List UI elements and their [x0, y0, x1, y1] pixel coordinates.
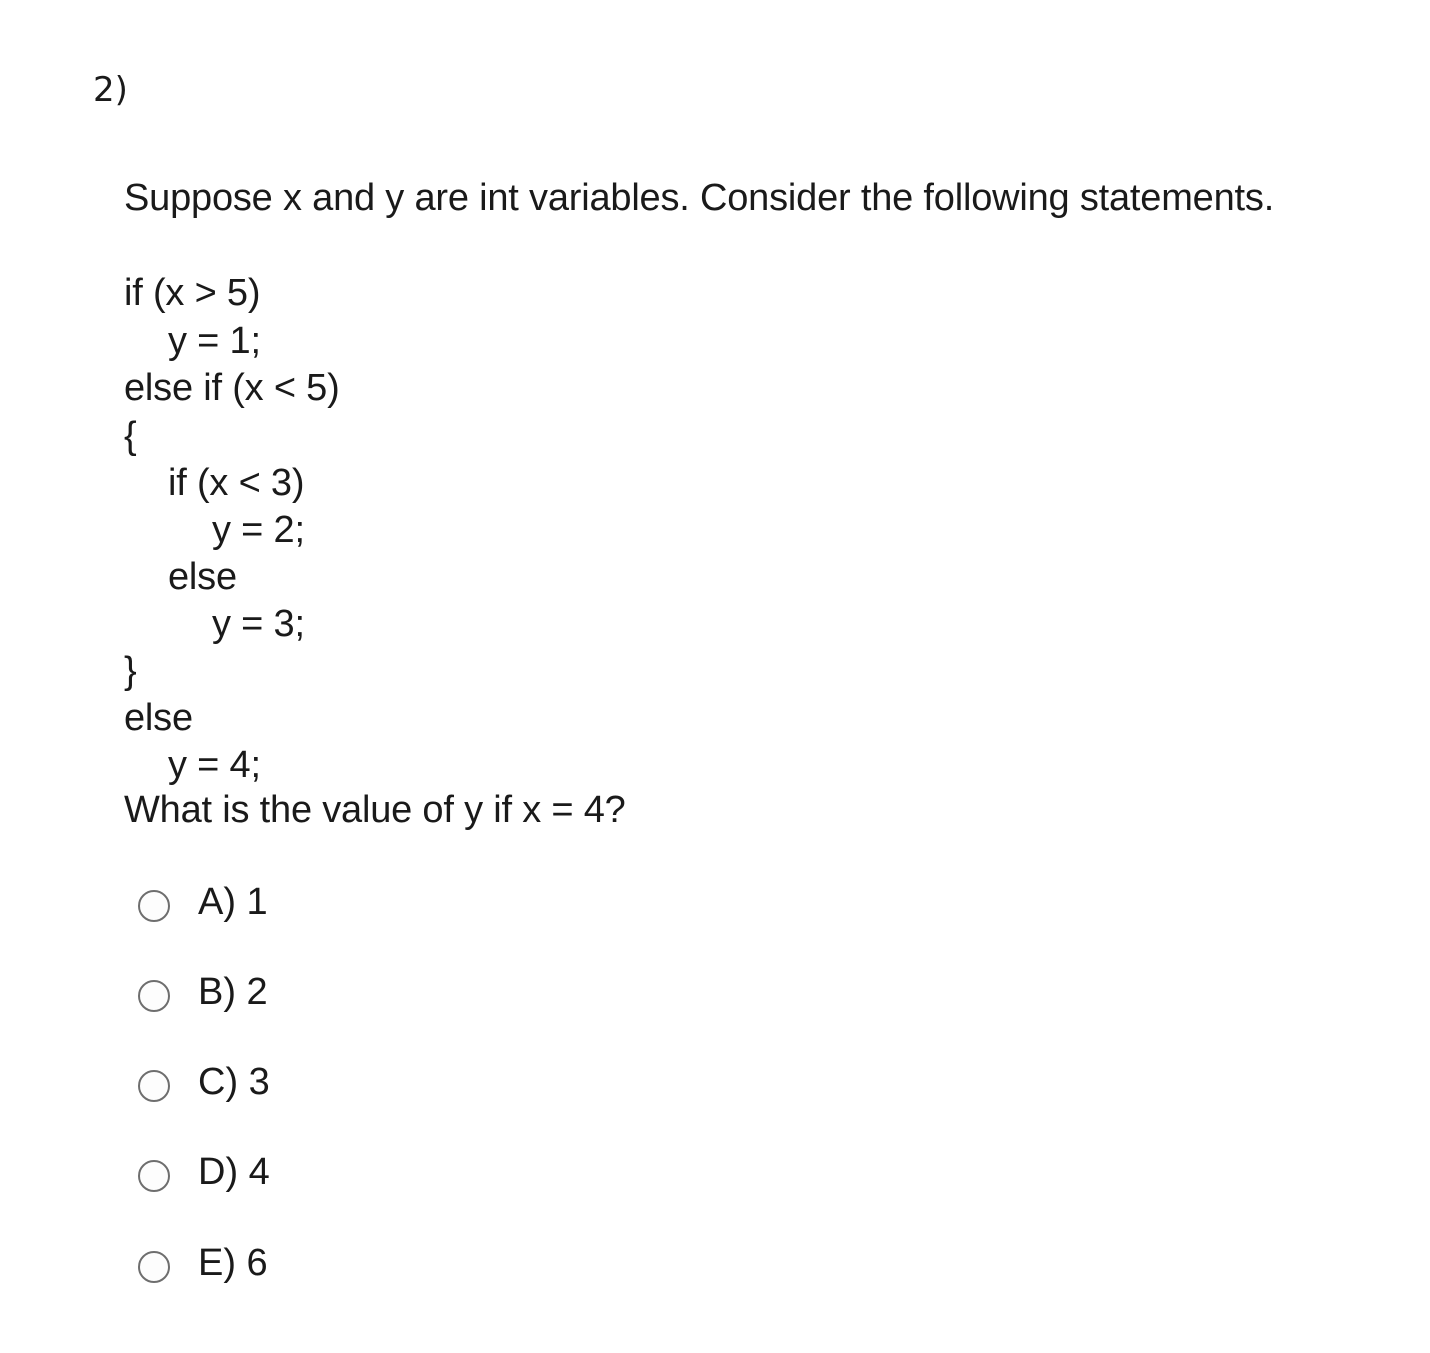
code-line: if (x > 5): [124, 272, 261, 314]
question-prompt: Suppose x and y are int variables. Consider the following statements.: [124, 177, 1275, 219]
radio-button-icon[interactable]: [138, 1160, 170, 1192]
code-line: }: [124, 650, 137, 692]
question-text: What is the value of y if x = 4?: [124, 789, 626, 831]
code-line: else: [124, 697, 193, 739]
code-line: y = 2;: [212, 509, 305, 551]
radio-button-icon[interactable]: [138, 1070, 170, 1102]
option-c[interactable]: [138, 1058, 270, 1106]
option-label: E) 6: [198, 1242, 268, 1284]
code-line: {: [124, 415, 137, 457]
question-number: 2): [93, 70, 128, 110]
code-line: else if (x < 5): [124, 367, 340, 409]
radio-button-icon[interactable]: [138, 1251, 170, 1283]
radio-button-icon[interactable]: [138, 980, 170, 1012]
option-label: A) 1: [198, 881, 268, 923]
option-label: B) 2: [198, 971, 268, 1013]
code-line: if (x < 3): [168, 462, 305, 504]
option-b[interactable]: [138, 968, 268, 1016]
option-a[interactable]: [138, 878, 268, 926]
radio-button-icon[interactable]: [138, 890, 170, 922]
option-label: D) 4: [198, 1151, 270, 1193]
option-e[interactable]: [138, 1239, 268, 1287]
option-label: C) 3: [198, 1061, 270, 1103]
option-d[interactable]: [138, 1148, 270, 1196]
code-line: y = 4;: [168, 744, 261, 786]
code-line: else: [168, 556, 237, 598]
code-line: y = 1;: [168, 320, 261, 362]
code-line: y = 3;: [212, 603, 305, 645]
